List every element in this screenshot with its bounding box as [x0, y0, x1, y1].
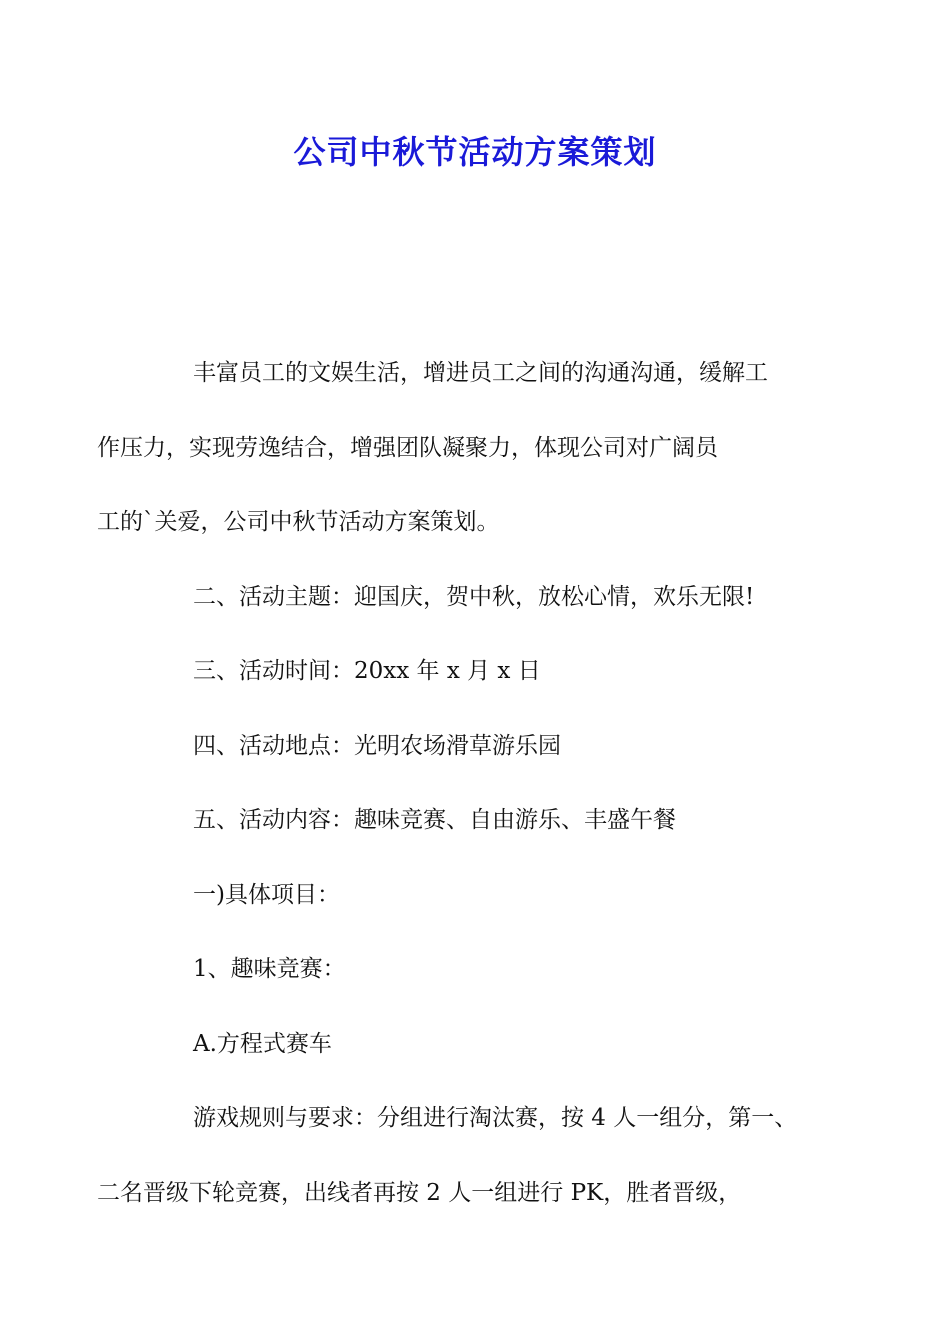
rules-line-2: 二名晋级下轮竞赛，出线者再按 2 人一组进行 PK，胜者晋级，: [97, 1179, 742, 1206]
intro-line-2: 作压力，实现劳逸结合，增强团队凝聚力，体现公司对广阔员: [97, 434, 718, 461]
rules-line-1: 游戏规则与要求：分组进行淘汰赛，按 4 人一组分，第一、: [193, 1105, 798, 1131]
activity-content: 五、活动内容：趣味竞赛、自由游乐、丰盛午餐: [193, 807, 676, 833]
activity-theme: 二、活动主题：迎国庆，贺中秋，放松心情，欢乐无限!: [193, 583, 755, 610]
section-heading-specific-items: 一)具体项目：: [193, 881, 340, 908]
game-rules-paragraph: [97, 1081, 817, 1230]
intro-line-1: 丰富员工的文娱生活，增进员工之间的沟通沟通，缓解工: [193, 360, 768, 386]
activity-location: 四、活动地点：光明农场滑草游乐园: [193, 732, 561, 759]
activity-time: 三、活动时间：20xx 年 x 月 x 日: [193, 658, 541, 684]
intro-paragraph: [97, 336, 817, 560]
document-title: 公司中秋节活动方案策划: [293, 133, 657, 171]
item-fun-competition: 1、趣味竞赛：: [193, 956, 346, 982]
document-body: [97, 336, 817, 1230]
item-formula-racing: A.方程式赛车: [193, 1030, 332, 1057]
intro-line-3: 工的`关爱，公司中秋节活动方案策划。: [97, 509, 500, 535]
